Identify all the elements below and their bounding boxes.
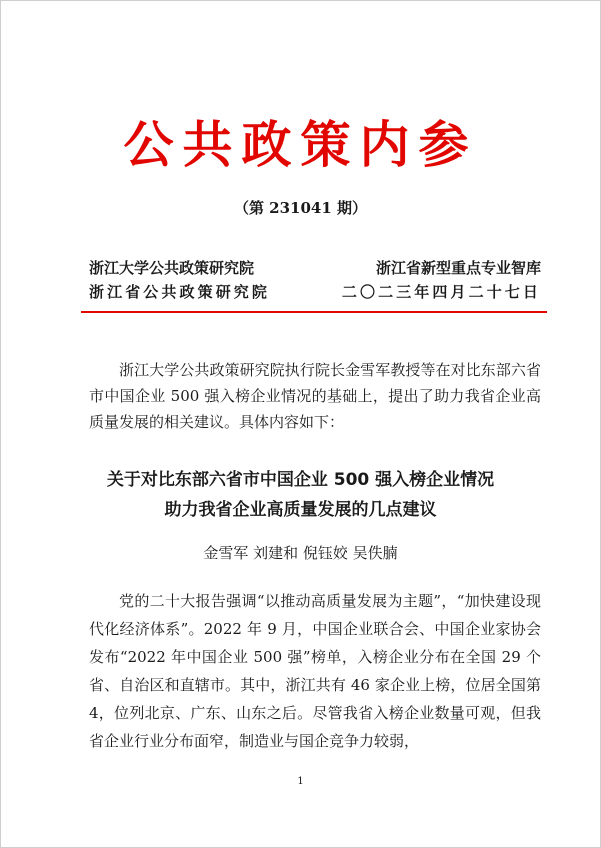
issue-number: （第 231041 期） [233,199,368,217]
article-title-line-2: 助力我省企业高质量发展的几点建议 [164,500,437,520]
publish-date: 二〇二三年四月二十七日 [341,283,541,301]
institution-name: 浙江大学公共政策研究院 [89,259,255,277]
institution-name-2: 浙江省公共政策研究院 [89,283,271,301]
article-title-line-1: 关于对比东部六省市中国企业 500 强入榜企业情况 [106,470,495,490]
masthead-title: 公共政策内参 [123,115,478,174]
think-tank-label: 浙江省新型重点专业智库 [375,259,541,277]
header-divider [81,311,547,313]
page-number: 1 [297,776,304,787]
authors: 金雪军 刘建和 倪钰姣 吴佚腩 [203,544,398,562]
body-paragraph: 党的二十大报告强调“以推动高质量发展为主题”，“加快建设现代化经济体系”。2022 年 9 月，中国企业联合会、中国企业家协会发布“2022 年中国企业 500 强”榜单，入榜企业分布在全国 29 个省、自治区和直辖市。其中，浙江共有 46 家企业上榜，位居全国第 4，位列北京、广东、山东之后。尽管我省入榜企业数量可观，但我省企业行业分布面窄，制造业与国企竞争力较弱， [89,592,541,750]
intro-paragraph: 浙江大学公共政策研究院执行院长金雪军教授等在对比东部六省市中国企业 500 强入榜企业情况的基础上，提出了助力我省企业高质量发展的相关建议。具体内容如下： [89,361,541,431]
